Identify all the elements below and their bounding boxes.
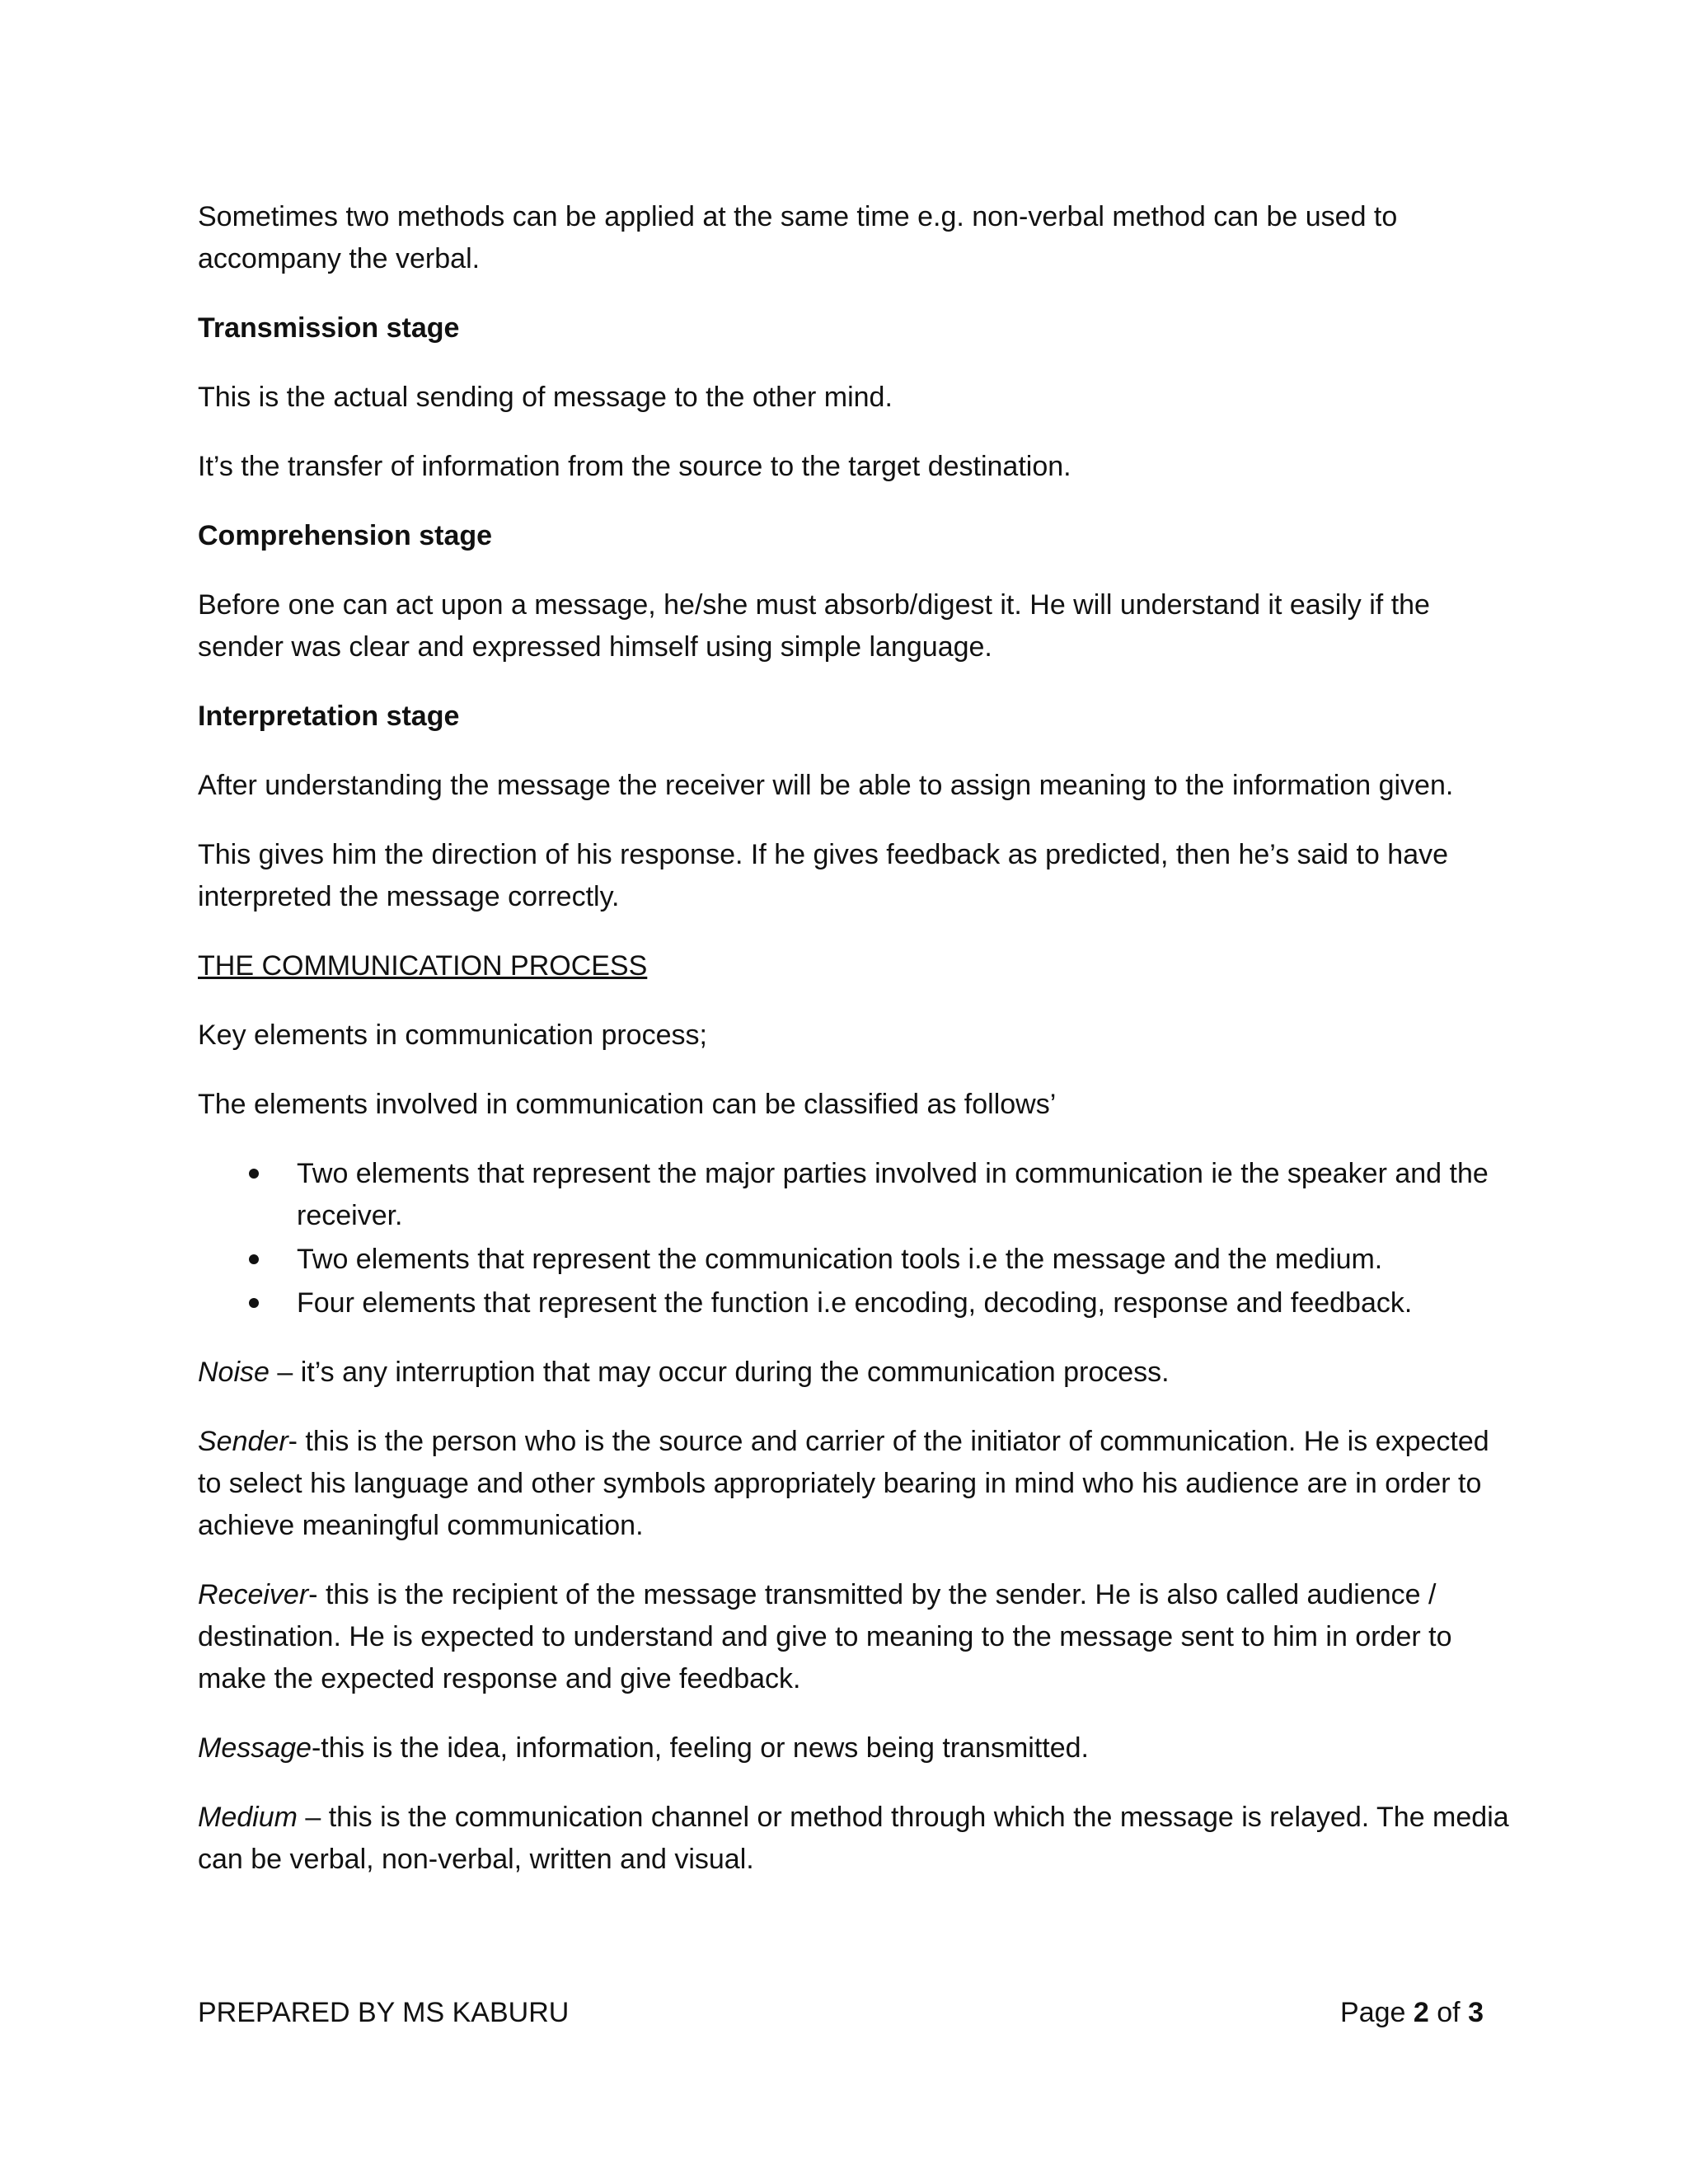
term-medium: Medium: [198, 1802, 298, 1833]
definition-medium-text: – this is the communication channel or method through which the message is relayed. The media can be verbal, non-verbal, written and visual.: [198, 1802, 1509, 1875]
paragraph-transmission-1: This is the actual sending of message to the other mind.: [198, 382, 893, 413]
term-receiver: Receiver: [198, 1579, 309, 1610]
current-page-number: 2: [1413, 1997, 1429, 2028]
paragraph-elements-classified: The elements involved in communication can be classified as follows’: [198, 1089, 1057, 1120]
definition-message-text: -this is the idea, information, feeling or news being transmitted.: [311, 1732, 1090, 1764]
list-item: [297, 1153, 1517, 1237]
definition-sender-text: - this is the person who is the source and carrier of the initiator of communication. He is expected to select his language and other symbols appropriately bearing in mind who his audience are in order to achieve meaningful communication.: [198, 1426, 1489, 1541]
list-item: [297, 1239, 1517, 1281]
paragraph-interpretation-2: This gives him the direction of his response. If he gives feedback as predicted, then he’s said to have interpreted the message correctly.: [198, 839, 1449, 912]
total-pages-number: 3: [1468, 1997, 1484, 2028]
elements-bullet-list: [198, 1153, 1517, 1324]
definition-noise: [198, 1352, 1517, 1394]
document-body: [198, 196, 1517, 1908]
of-word: of: [1428, 1997, 1469, 2028]
section-title-communication-process: THE COMMUNICATION PROCESS: [198, 950, 648, 982]
bullet-icon: [249, 1298, 259, 1308]
page-word: Page: [1340, 1997, 1414, 2028]
paragraph-transmission-2: It’s the transfer of information from the source to the target destination.: [198, 451, 1071, 482]
definition-medium: [198, 1797, 1517, 1881]
paragraph-key-elements: Key elements in communication process;: [198, 1019, 707, 1051]
definition-receiver-text: - this is the recipient of the message transmitted by the sender. He is also called audience / destination. He is expected to understand and give to meaning to the message sent to him in order to make the expected response and give feedback.: [198, 1579, 1452, 1694]
heading-comprehension-stage: Comprehension stage: [198, 520, 493, 551]
heading-interpretation-stage: Interpretation stage: [198, 701, 460, 732]
paragraph-methods: Sometimes two methods can be applied at the same time e.g. non-verbal method can be used to accompany the verbal.: [198, 201, 1398, 274]
list-item-text: Two elements that represent the communication tools i.e the message and the medium.: [297, 1244, 1383, 1275]
paragraph-comprehension: Before one can act upon a message, he/she must absorb/digest it. He will understand it easily if the sender was clear and expressed himself using simple language.: [198, 589, 1430, 663]
term-noise: Noise: [198, 1357, 270, 1388]
definition-message: [198, 1727, 1517, 1769]
list-item-text: Four elements that represent the function i.e encoding, decoding, response and feedback.: [297, 1287, 1413, 1319]
definition-sender: [198, 1421, 1517, 1547]
term-sender: Sender: [198, 1426, 288, 1457]
heading-transmission-stage: Transmission stage: [198, 312, 460, 344]
list-item-text: Two elements that represent the major parties involved in communication ie the speaker and the receiver.: [297, 1158, 1489, 1231]
paragraph-interpretation-1: After understanding the message the receiver will be able to assign meaning to the information given.: [198, 770, 1454, 801]
footer-page-number: [1340, 1994, 1484, 2031]
bullet-icon: [249, 1254, 259, 1264]
bullet-icon: [249, 1169, 259, 1179]
list-item: [297, 1282, 1517, 1324]
definition-noise-text: – it’s any interruption that may occur during the communication process.: [269, 1357, 1170, 1388]
footer-author: PREPARED BY MS KABURU: [198, 1997, 570, 2028]
term-message: Message: [198, 1732, 312, 1764]
definition-receiver: [198, 1574, 1517, 1700]
